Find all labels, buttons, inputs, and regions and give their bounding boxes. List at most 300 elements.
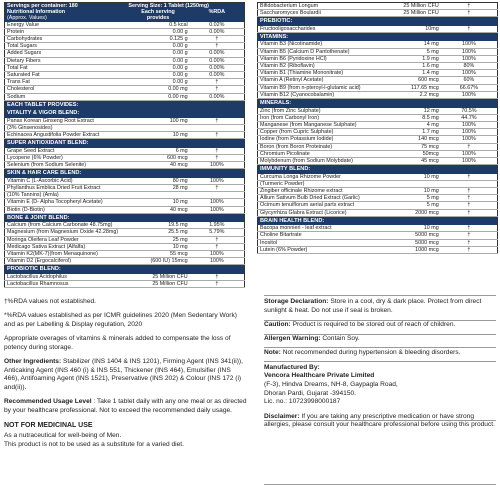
table-row [5, 281, 245, 288]
table-row [5, 28, 245, 35]
nutrient-name: Glycyrrhiza Glabra Extract (Licorice) [258, 209, 376, 216]
caution-label: Caution: [264, 320, 291, 328]
nutrient-amount: 12 mg [375, 108, 440, 115]
section-header-title: PREBIOTIC: [258, 17, 498, 26]
nutrient-rda: † [190, 43, 245, 50]
nutrient-name: Vitamin A (Retinyl Acetate) [258, 77, 376, 84]
nutrient-name: Copper (from Cupric Sulphate) [258, 129, 376, 136]
nutrient-name: Chromium Picolinate [258, 150, 376, 157]
table-row [5, 251, 245, 258]
nutrient-name: Added Sugars [5, 50, 127, 57]
section-header [5, 265, 245, 274]
section-header [5, 169, 245, 178]
section-header [258, 165, 498, 174]
nutrient-amount: 100 mg [126, 118, 189, 125]
divider [264, 484, 496, 485]
serving-size: Serving Size: 1 Tablet (1250mg) [126, 3, 244, 10]
nutrient-name: Moringa Oleifera Leaf Powder [5, 236, 127, 243]
storage-label: Storage Declaration: [264, 298, 329, 305]
nutrient-amount: 0.00 g [126, 50, 189, 57]
servings-per-container: Servings per container: 180 [5, 3, 127, 10]
nutrient-amount: 0.00 g [126, 64, 189, 71]
nutrient-amount: 2000 mcg [375, 209, 440, 216]
nutrient-name: Vitamin B2 (Riboflavin) [258, 63, 376, 70]
each-serving-label: Each serving [126, 9, 189, 15]
nutrient-amount: 10 mg [375, 187, 440, 194]
provides-label: provides [126, 15, 189, 21]
table-row [258, 174, 498, 181]
nutrient-amount [375, 180, 440, 187]
divider [264, 420, 496, 421]
nutrient-amount: 0.125 g [126, 36, 189, 43]
nutrient-rda: 66.67% [441, 84, 498, 91]
nutrient-rda: † [441, 225, 498, 232]
nutrient-rda: 0.00% [190, 72, 245, 79]
table-row [5, 222, 245, 229]
nutrient-amount: 600 mcg [126, 154, 189, 161]
nutrient-rda: † [441, 10, 498, 17]
nutrient-rda: † [441, 195, 498, 202]
table-row [258, 41, 498, 48]
nutrient-rda: 100% [190, 199, 245, 206]
nutrient-name: Vitamin E (D- Alpha Tocopheryl Acetate) [5, 199, 127, 206]
nutrient-name: Iron (from Carbonyl Iron) [258, 114, 376, 121]
nutrient-amount: 10 mg [126, 132, 189, 139]
nutrient-amount: 19.5 mg [126, 222, 189, 229]
nutrient-rda: † [190, 274, 245, 281]
nutrient-name: Protein [5, 28, 127, 35]
nutrient-amount: 0.00 g [126, 43, 189, 50]
table-row [258, 195, 498, 202]
table-row [258, 150, 498, 157]
other-ingredients-label: Other Ingredients: [4, 358, 62, 366]
section-header [5, 109, 245, 117]
section-header [258, 216, 498, 225]
table-header-row [5, 3, 245, 10]
nutrient-rda: † [190, 243, 245, 250]
nutrient-name: Vitamin B6 (Pyridoxine HCl) [258, 55, 376, 62]
nutrient-rda: 100% [190, 178, 245, 185]
rda-not-established-note: †%RDA values not established. [4, 298, 96, 305]
nutrient-amount: 117.65 mcg [375, 84, 440, 91]
table-row [258, 246, 498, 253]
blend-header-title: EACH TABLET PROVIDES: [5, 100, 245, 109]
nutrient-name: Vitamin K2(MK-7)(from Menaquinone) [5, 251, 127, 258]
nutrient-amount: 600 mcg [375, 77, 440, 84]
table-row [5, 132, 245, 139]
section-header-title: BRAIN HEALTH BLEND: [258, 216, 498, 225]
allergen-label: Allergen Warning: [264, 335, 321, 343]
usage-level-label: Recommended Usage Level [4, 398, 92, 406]
right-facts-panel [257, 2, 498, 254]
nutrient-rda: 100% [441, 48, 498, 55]
left-facts-panel [4, 2, 245, 288]
table-row [5, 36, 245, 43]
nutrient-rda: † [190, 148, 245, 155]
nutrient-name: Echinacea Angustifolia Powder Extract [5, 132, 127, 139]
overages-note: Appropriate overages of vitamins & minerals added to compensate the loss of potency during storage. [4, 335, 231, 351]
nutrient-name: Sodium [5, 93, 127, 100]
table-row [258, 202, 498, 209]
table-row [5, 93, 245, 100]
table-row [258, 121, 498, 128]
table-row [5, 79, 245, 86]
not-medicinal-heading: NOT FOR MEDICINAL USE [4, 422, 93, 430]
nutrient-name: Cholesterol [5, 86, 127, 93]
use-line-1: As a nutraceutical for well-being of Men. [4, 431, 122, 439]
nutrient-amount: 1.6 mg [375, 63, 440, 70]
divider [264, 334, 496, 335]
caution [264, 321, 496, 330]
nutrient-amount: 25 Million CFU [375, 10, 440, 17]
table-row [258, 70, 498, 77]
nutrient-amount: 0.00 g [126, 28, 189, 35]
table-row [5, 162, 245, 169]
table-row [5, 229, 245, 236]
nutrient-amount: 1000 mcg [375, 246, 440, 253]
section-header [5, 139, 245, 148]
nutrient-rda: † [190, 236, 245, 243]
table-row [5, 178, 245, 185]
nutrient-rda: 0.00% [190, 93, 245, 100]
table-row [5, 199, 245, 206]
note-label: Note: [264, 349, 281, 357]
nutrient-name: Allium Sativum Bulb Dried Extract (Garlic) [258, 195, 376, 202]
nutrient-name: Vitamin B5 (Calcium D Pantothenate) [258, 48, 376, 55]
nutrient-rda: † [190, 86, 245, 93]
nutrient-rda: 100% [441, 41, 498, 48]
manufacturer-address-2: Dhoran Pardi, Gujarat -394150. [264, 389, 357, 397]
nutrient-name: Phyllanthus Emblica Dried Fruit Extract [5, 184, 127, 191]
disclaimer-text: If you are taking any prescriptive medication or have strong allergies, please consult your healthcare professional before using this product. [264, 412, 495, 429]
nutrient-amount [126, 124, 189, 131]
other-ingredients [4, 358, 247, 393]
rda-label: %RDA [190, 9, 245, 15]
nutrient-rda: † [441, 3, 498, 10]
table-row [5, 124, 245, 131]
nutrient-rda: 100% [441, 157, 498, 164]
nutrient-name: Vitamin B3 (Nicotinamide) [258, 41, 376, 48]
divider [264, 320, 496, 321]
nutrient-rda: 60% [441, 77, 498, 84]
nutrient-name: Lactobacillus Rhamnosus [5, 281, 127, 288]
nutrient-amount: 2.2 mcg [375, 91, 440, 98]
left-notes [4, 298, 247, 449]
table-row [5, 154, 245, 161]
nutrient-rda: † [441, 187, 498, 194]
approx-values-label: (Approx. Values) [5, 15, 127, 21]
nutrient-rda: † [441, 232, 498, 239]
nutrient-rda: † [441, 26, 498, 33]
storage-text: Store in a cool, dry & dark place. Protect from direct sunlight & heat. Do not use if seal is broken. [264, 298, 482, 314]
table-row [258, 232, 498, 239]
table-row [5, 43, 245, 50]
allergen-text: Contain Soy. [320, 335, 360, 343]
nutrient-amount: 10 mg [375, 225, 440, 232]
usage-level [4, 398, 247, 415]
nutrient-name: Total Sugars [5, 43, 127, 50]
nutrient-amount: 28 mg [126, 184, 189, 191]
nutrient-rda: † [441, 143, 498, 150]
nutrient-amount: 5 mg [375, 48, 440, 55]
table-row [258, 187, 498, 194]
nutrient-name: Carbohydrates [5, 36, 127, 43]
nutrient-rda: † [190, 154, 245, 161]
nutrient-amount: 25 Million CFU [126, 281, 189, 288]
nutrient-name: Vitamin B12 (Cyanocobalamin) [258, 91, 376, 98]
note [264, 349, 496, 358]
right-table-body [258, 3, 498, 254]
nutrient-amount: 0.00 g [126, 79, 189, 86]
nutrient-rda: 100% [190, 251, 245, 258]
table-row [258, 114, 498, 121]
right-notes [264, 298, 496, 435]
nutrient-amount: 5 mg [375, 195, 440, 202]
caution-text: Product is required to be stored out of reach of children. [290, 320, 456, 328]
table-row [258, 26, 498, 33]
table-row [258, 84, 498, 91]
nutrient-name: Saccharomyces Boulardii [258, 10, 376, 17]
section-header [258, 33, 498, 42]
nutrient-amount: 0.00 g [126, 72, 189, 79]
manufacturer-label: Manufactured By: [264, 363, 320, 371]
nutrient-amount: 25.5 mg [126, 229, 189, 236]
table-row [5, 184, 245, 191]
nutrient-amount: 1.7 mg [375, 129, 440, 136]
nutrient-name: Choline Bitartrate [258, 232, 376, 239]
nutrient-rda [190, 124, 245, 131]
table-row [258, 108, 498, 115]
nutrient-rda: 100% [441, 55, 498, 62]
table-row [258, 3, 498, 10]
nutrient-name: (Turmeric Powder) [258, 180, 376, 187]
nutrient-rda: † [441, 246, 498, 253]
nutrient-name: Inositol [258, 239, 376, 246]
nutrient-name: Trans Fat [5, 79, 127, 86]
section-header [258, 99, 498, 108]
nutrient-rda: † [190, 118, 245, 125]
nutrient-rda: 0.00% [190, 64, 245, 71]
nutrient-name: Saturated Fat [5, 72, 127, 79]
nutrient-rda [190, 192, 245, 199]
nutrient-name: Dietary Fibers [5, 57, 127, 64]
nutrient-name: Bifidobacterium Longum [258, 3, 376, 10]
section-header-title: SUPER ANTIOXIDANT BLEND: [5, 139, 245, 148]
nutrient-name: Fructooligosaccharides [258, 26, 376, 33]
supplement-facts-table-left [4, 2, 245, 288]
left-table-body [5, 3, 245, 288]
table-row [258, 77, 498, 84]
nutrient-name: Curcuma Longa Rhizome Powder [258, 174, 376, 181]
nutrient-name: Ocimum tenuiflorum aerial parts extract [258, 202, 376, 209]
use-line-2: This product is not to be used as a substitute for a varied diet. [4, 440, 184, 448]
table-row [5, 148, 245, 155]
nutrient-rda: 5.79% [190, 229, 245, 236]
other-ingredients-text: Stabilizer (INS 1404 & INS 1201), Firming Agent (INS 341(ii)), Anticaking Agent (INS 460 (i) & INS 551, Thickener (INS 464), Emulsifier (INS 466), Antifoaming Agent (INS 1521), Preservative (INS 202) & Colour (INS 172 (i) and(ii)). [4, 358, 243, 392]
nutrient-amount: 0.00 g [126, 57, 189, 64]
table-row [258, 63, 498, 70]
nutrient-name: Grape Seed Extract [5, 148, 127, 155]
nutrient-name: Zinc (from Zinc Sulphate) [258, 108, 376, 115]
nutrient-amount: 5000 mcg [375, 232, 440, 239]
table-row [5, 118, 245, 125]
nutrient-name: Boron (from Boron Proteinate) [258, 143, 376, 150]
nutrient-rda: † [441, 174, 498, 181]
nutrient-amount: (600 IU) 15mcg [126, 258, 189, 265]
nutrient-name: Molybdenum (from Sodium Molybdate) [258, 157, 376, 164]
section-header [5, 213, 245, 222]
nutrient-rda: 100% [441, 136, 498, 143]
nutrient-amount: 40 mcg [126, 206, 189, 213]
table-row [5, 274, 245, 281]
note-text: Not recommended during hypertension & bleeding disorders. [280, 349, 461, 357]
nutrient-rda: 0.00% [190, 28, 245, 35]
section-header-title: SKIN & HAIR CARE BLEND: [5, 169, 245, 178]
nutrient-name: Panax Korean Ginseng Root Extract [5, 118, 127, 125]
storage-declaration [264, 298, 496, 315]
nutrient-amount: 80 mg [126, 178, 189, 185]
nutrient-name: Bacopa monnieri - leaf extract [258, 225, 376, 232]
nutrient-amount: 1.9 mg [375, 55, 440, 62]
nutritional-info-label: Nutritional Information [5, 9, 127, 15]
nutrient-rda: † [441, 209, 498, 216]
nutrient-amount: 140 mcg [375, 136, 440, 143]
blend-header [5, 100, 245, 109]
table-row [258, 55, 498, 62]
nutrient-rda: 0.00% [190, 50, 245, 57]
divider [264, 347, 496, 348]
nutrient-amount: 4 mg [375, 121, 440, 128]
nutrient-name: Calcium (from Calcium Carbonate 48.75mg) [5, 222, 127, 229]
table-row [258, 10, 498, 17]
table-row [258, 143, 498, 150]
nutrient-rda: † [190, 281, 245, 288]
nutrient-rda: 0.00% [190, 57, 245, 64]
section-header-title: PROBIOTIC BLEND: [5, 265, 245, 274]
table-row [5, 57, 245, 64]
nutrient-rda: 100% [190, 206, 245, 213]
nutrient-amount: 0.00 mg [126, 86, 189, 93]
nutrient-name: Magnesium (from Magnesium Oxide 42.28mg) [5, 229, 127, 236]
nutrient-rda: 0.02% [190, 22, 245, 29]
nutrient-amount: 10 mg [126, 199, 189, 206]
manufacturer-address-1: (F-3), Hindva Dreams, NH-8, Gaypagla Road, [264, 380, 398, 388]
table-row [258, 157, 498, 164]
nutrient-amount: 1.4 mg [375, 70, 440, 77]
nutrient-rda: 100% [190, 162, 245, 169]
rda-icmr-note: *%RDA values established as per ICMR guidelines 2020 (Men Sedentary Work) and as per Labelling & Display regulation, 2020 [4, 312, 237, 328]
nutrient-name: Zingiber officinale Rhizome extract [258, 187, 376, 194]
divider [264, 295, 496, 296]
nutrient-name: Vitamin C (L-Ascorbic Acid) [5, 178, 127, 185]
nutrient-amount: 5000 mcg [375, 239, 440, 246]
nutrient-rda: 100% [441, 129, 498, 136]
section-header-title: BONE & JOINT BLEND: [5, 213, 245, 222]
table-row [258, 180, 498, 187]
nutrient-name: Iodine (from Potassium Iodide) [258, 136, 376, 143]
nutrient-name: Selenium (from Sodium Selenite) [5, 162, 127, 169]
disclaimer [264, 413, 496, 430]
nutrient-rda: 100% [441, 70, 498, 77]
nutrient-name: Vitamin B1 (Thiamine Mononitrate) [258, 70, 376, 77]
nutrient-rda: 44.7% [441, 114, 498, 121]
table-row [5, 72, 245, 79]
nutrient-amount: 75 mcg [375, 143, 440, 150]
nutrient-name: Total Fat [5, 64, 127, 71]
supplement-facts-table-right [257, 2, 498, 254]
table-row [258, 225, 498, 232]
nutrient-rda: † [190, 36, 245, 43]
nutrient-amount: 25 mg [126, 236, 189, 243]
nutrient-rda: † [190, 184, 245, 191]
nutrient-rda: † [441, 202, 498, 209]
nutrient-amount: 14 mg [375, 41, 440, 48]
table-row [258, 239, 498, 246]
section-header-title: VITALITY & VIGOR BLEND: [5, 109, 245, 117]
section-header-title: IMMUNITY BLEND: [258, 165, 498, 174]
nutrient-amount: 45 mcg [375, 157, 440, 164]
nutrient-amount: 8.5 mg [375, 114, 440, 121]
nutrient-amount: 55 mcg [126, 251, 189, 258]
nutrient-rda: † [441, 239, 498, 246]
nutrient-amount: 10 mg [126, 243, 189, 250]
allergen-warning [264, 335, 496, 344]
nutrient-amount: 0.00 mg [126, 93, 189, 100]
table-row [5, 50, 245, 57]
nutrient-amount: 25 Million CFU [126, 274, 189, 281]
table-row [5, 236, 245, 243]
nutrient-name: Vitamin B9 (from n-pteroyl-l-glutamic acid) [258, 84, 376, 91]
nutrient-name: Biotin (D-Biotin) [5, 206, 127, 213]
table-row [258, 129, 498, 136]
nutrient-amount: 10mg [375, 26, 440, 33]
nutrient-rda: † [190, 79, 245, 86]
table-row [258, 91, 498, 98]
nutrient-rda: 70.5% [441, 108, 498, 115]
license-number: Lic. no.: 10723998000187 [264, 398, 341, 406]
nutrient-amount: 10 mg [375, 174, 440, 181]
table-row [5, 22, 245, 29]
nutrient-rda: 100% [441, 150, 498, 157]
nutrient-rda: 1.95% [190, 222, 245, 229]
nutrient-rda: 80% [441, 63, 498, 70]
usage-level-text: : Take 1 tablet daily with any one meal or as directed by your healthcare professional. Not to exceed the recommended daily usage. [4, 398, 247, 415]
nutrient-rda: 100% [441, 121, 498, 128]
disclaimer-label: Disclaimer: [264, 412, 300, 420]
table-row [5, 64, 245, 71]
nutrient-amount: 25 Million CFU [375, 3, 440, 10]
nutrient-amount: 40 mcg [126, 162, 189, 169]
nutrient-name: Manganese (from Manganese Sulphate) [258, 121, 376, 128]
nutrient-name: (3% Ginsenosides) [5, 124, 127, 131]
divider [264, 361, 496, 362]
nutrient-rda: † [190, 132, 245, 139]
nutrient-rda: 100% [441, 91, 498, 98]
section-header [258, 17, 498, 26]
nutrient-name: Energy Value [5, 22, 127, 29]
nutrient-amount: 0.5 kcal [126, 22, 189, 29]
manufacturer [264, 364, 496, 408]
nutrient-rda: 100% [190, 258, 245, 265]
nutrient-name: Lutein (6% Powder) [258, 246, 376, 253]
nutrient-name: (10% Tannins) (Amla) [5, 192, 127, 199]
table-row [258, 136, 498, 143]
nutrient-name: Lycopene (6% Powder) [5, 154, 127, 161]
section-header-title: MINERALS: [258, 99, 498, 108]
table-row [5, 258, 245, 265]
section-header-title: VITAMINS: [258, 33, 498, 42]
nutrient-amount: 5 mg [375, 202, 440, 209]
